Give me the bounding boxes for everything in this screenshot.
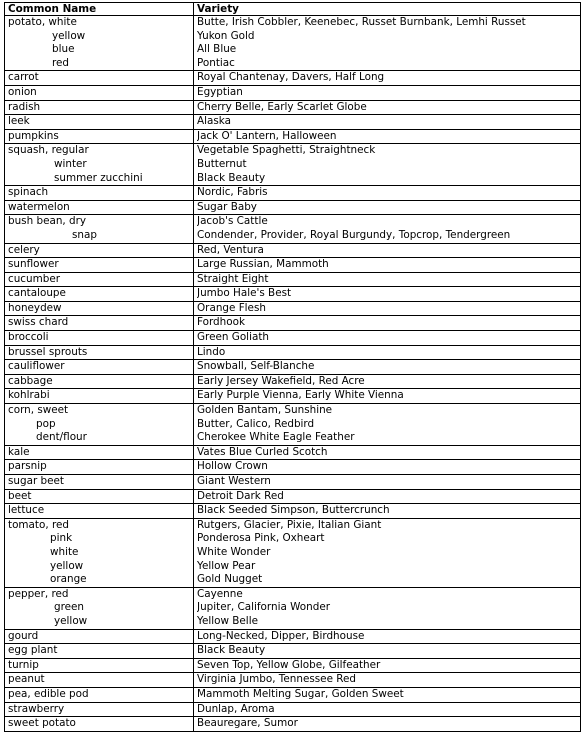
common-name: kale — [8, 445, 30, 458]
variety-cell — [194, 644, 581, 659]
variety-text: Ponderosa Pink, Oxheart — [197, 532, 325, 545]
table-row — [5, 71, 581, 86]
common-name-subtype: yellow — [50, 559, 84, 572]
common-name-subtype: red — [52, 56, 70, 69]
common-name: lettuce — [8, 504, 45, 517]
variety-cell — [194, 460, 581, 475]
variety-cell — [194, 186, 581, 201]
variety-text: Lindo — [197, 345, 226, 358]
common-name-cell — [5, 129, 194, 144]
common-name: sweet potato — [8, 717, 76, 730]
variety-cell — [194, 144, 581, 186]
variety-cell — [194, 258, 581, 273]
table-row — [5, 287, 581, 302]
common-name-cell — [5, 301, 194, 316]
header-variety: Variety — [194, 3, 581, 16]
variety-text: Yukon Gold — [197, 29, 255, 42]
variety-cell — [194, 717, 581, 732]
common-name: strawberry — [8, 702, 65, 715]
variety-cell — [194, 702, 581, 717]
common-name-subtype: green — [54, 601, 85, 614]
common-name: broccoli — [8, 331, 49, 344]
common-name: gourd — [8, 629, 39, 642]
common-name-cell — [5, 518, 194, 587]
table-row — [5, 374, 581, 389]
table-row — [5, 504, 581, 519]
table-row — [5, 115, 581, 130]
variety-text: Jupiter, California Wonder — [197, 601, 330, 614]
variety-cell — [194, 129, 581, 144]
variety-text: Fordhook — [197, 316, 245, 329]
table-row — [5, 243, 581, 258]
common-name-subtype: winter — [54, 157, 87, 170]
common-name: cauliflower — [8, 360, 65, 373]
common-name: potato, white — [8, 16, 77, 28]
variety-text: Seven Top, Yellow Globe, Gilfeather — [197, 658, 381, 671]
common-name-subtype: dent/flour — [36, 431, 87, 444]
common-name-subtype: orange — [50, 573, 87, 586]
variety-text: Virginia Jumbo, Tennessee Red — [197, 673, 357, 686]
common-name: sunflower — [8, 258, 59, 271]
common-name: pumpkins — [8, 129, 59, 142]
common-name-cell — [5, 331, 194, 346]
common-name-cell — [5, 389, 194, 404]
common-name-subtype: pop — [36, 417, 56, 430]
variety-text: Jacob's Cattle — [197, 215, 268, 228]
common-name-cell — [5, 85, 194, 100]
variety-cell — [194, 316, 581, 331]
variety-text: Green Goliath — [197, 331, 269, 344]
common-name-cell — [5, 16, 194, 71]
common-name-cell — [5, 316, 194, 331]
table-row — [5, 345, 581, 360]
variety-text: Jumbo Hale's Best — [197, 287, 292, 300]
variety-cell — [194, 475, 581, 490]
common-name-subtype: white — [50, 545, 79, 558]
common-name: corn, sweet — [8, 404, 69, 417]
common-name-cell — [5, 658, 194, 673]
table-row — [5, 100, 581, 115]
variety-cell — [194, 115, 581, 130]
table-row — [5, 460, 581, 475]
common-name: egg plant — [8, 644, 58, 657]
variety-text: Snowball, Self-Blanche — [197, 360, 315, 373]
variety-text: Cherry Belle, Early Scarlet Globe — [197, 100, 367, 113]
common-name-cell — [5, 345, 194, 360]
common-name-cell — [5, 717, 194, 732]
variety-text: Jack O' Lantern, Halloween — [197, 129, 337, 142]
variety-text: Alaska — [197, 115, 231, 128]
table-row — [5, 129, 581, 144]
variety-cell — [194, 673, 581, 688]
table-row — [5, 629, 581, 644]
table-row — [5, 717, 581, 732]
variety-text: Nordic, Fabris — [197, 186, 268, 199]
common-name-subtype: yellow — [52, 29, 86, 42]
common-name: peanut — [8, 673, 45, 686]
common-name-subtype: yellow — [54, 614, 88, 627]
common-name-cell — [5, 475, 194, 490]
table-row — [5, 360, 581, 375]
variety-text: Cayenne — [197, 587, 243, 600]
variety-text: Mammoth Melting Sugar, Golden Sweet — [197, 687, 404, 700]
variety-text: Hollow Crown — [197, 460, 268, 473]
table-row — [5, 215, 581, 243]
variety-cell — [194, 404, 581, 446]
common-name: turnip — [8, 658, 39, 671]
common-name: celery — [8, 243, 40, 256]
table-row — [5, 16, 581, 71]
variety-text: Butter, Calico, Redbird — [197, 417, 315, 430]
variety-cell — [194, 360, 581, 375]
common-name-cell — [5, 272, 194, 287]
table-row — [5, 258, 581, 273]
common-name-cell — [5, 687, 194, 702]
variety-cell — [194, 100, 581, 115]
variety-text: Dunlap, Aroma — [197, 702, 275, 715]
variety-cell — [194, 331, 581, 346]
table-row — [5, 144, 581, 186]
common-name-cell — [5, 489, 194, 504]
common-name-cell — [5, 374, 194, 389]
variety-text: Condender, Provider, Royal Burgundy, Topcrop, Tendergreen — [197, 228, 511, 241]
variety-text: Long-Necked, Dipper, Birdhouse — [197, 629, 365, 642]
variety-cell — [194, 345, 581, 360]
variety-cell — [194, 200, 581, 215]
common-name: leek — [8, 115, 30, 128]
common-name: bush bean, dry — [8, 215, 87, 228]
variety-cell — [194, 658, 581, 673]
variety-cell — [194, 504, 581, 519]
table-row — [5, 518, 581, 587]
common-name-cell — [5, 186, 194, 201]
common-name: kohlrabi — [8, 389, 50, 402]
common-name: spinach — [8, 186, 49, 199]
table-row — [5, 687, 581, 702]
common-name-cell — [5, 243, 194, 258]
common-name: cucumber — [8, 272, 60, 285]
table-row — [5, 389, 581, 404]
table-row — [5, 331, 581, 346]
variety-text: All Blue — [197, 43, 237, 56]
variety-text: Yellow Belle — [197, 614, 258, 627]
variety-cell — [194, 243, 581, 258]
common-name: sugar beet — [8, 475, 64, 487]
varieties-table — [4, 2, 581, 732]
common-name-cell — [5, 360, 194, 375]
variety-text: Vegetable Spaghetti, Straightneck — [197, 144, 376, 157]
variety-cell — [194, 16, 581, 71]
table-row — [5, 85, 581, 100]
variety-text: Early Jersey Wakefield, Red Acre — [197, 374, 365, 387]
table-row — [5, 404, 581, 446]
variety-text: Gold Nugget — [197, 573, 263, 586]
common-name: radish — [8, 100, 41, 113]
common-name: honeydew — [8, 301, 62, 314]
common-name: cabbage — [8, 374, 53, 387]
common-name-cell — [5, 644, 194, 659]
variety-cell — [194, 518, 581, 587]
variety-cell — [194, 629, 581, 644]
variety-text: Rutgers, Glacier, Pixie, Italian Giant — [197, 518, 382, 531]
variety-cell — [194, 71, 581, 86]
variety-text: Black Beauty — [197, 644, 266, 657]
variety-text: Giant Western — [197, 475, 271, 487]
common-name: onion — [8, 85, 37, 98]
table-row — [5, 658, 581, 673]
variety-text: Pontiac — [197, 56, 235, 69]
common-name: carrot — [8, 71, 39, 84]
common-name: swiss chard — [8, 316, 69, 329]
variety-text: Butternut — [197, 157, 247, 170]
common-name: watermelon — [8, 200, 70, 213]
variety-text: Orange Flesh — [197, 301, 266, 314]
variety-text: Royal Chantenay, Davers, Half Long — [197, 71, 385, 84]
variety-cell — [194, 215, 581, 243]
variety-text: Red, Ventura — [197, 243, 264, 256]
variety-text: Black Beauty — [197, 171, 266, 184]
header-row — [5, 3, 581, 16]
table-row — [5, 587, 581, 629]
variety-text: Yellow Pear — [197, 559, 256, 572]
common-name-cell — [5, 287, 194, 302]
table-row — [5, 702, 581, 717]
common-name-cell — [5, 702, 194, 717]
document — [4, 2, 581, 732]
variety-text: Butte, Irish Cobbler, Keenebec, Russet Burnbank, Lemhi Russet — [197, 16, 526, 28]
table-row — [5, 316, 581, 331]
common-name-cell — [5, 673, 194, 688]
variety-cell — [194, 85, 581, 100]
common-name-cell — [5, 258, 194, 273]
variety-cell — [194, 587, 581, 629]
common-name-cell — [5, 404, 194, 446]
common-name-cell — [5, 71, 194, 86]
variety-text: Detroit Dark Red — [197, 489, 284, 502]
variety-cell — [194, 301, 581, 316]
common-name: beet — [8, 489, 32, 502]
table-row — [5, 673, 581, 688]
common-name-cell — [5, 504, 194, 519]
common-name-subtype: summer zucchini — [54, 171, 143, 184]
variety-text: Straight Eight — [197, 272, 269, 285]
variety-text: Sugar Baby — [197, 200, 257, 213]
variety-cell — [194, 687, 581, 702]
table-row — [5, 644, 581, 659]
table-row — [5, 489, 581, 504]
common-name-cell — [5, 587, 194, 629]
variety-text: Beauregare, Sumor — [197, 717, 298, 730]
variety-text: Large Russian, Mammoth — [197, 258, 329, 271]
table-row — [5, 272, 581, 287]
common-name-cell — [5, 115, 194, 130]
variety-text: Egyptian — [197, 85, 243, 98]
table-row — [5, 475, 581, 490]
variety-text: Cherokee White Eagle Feather — [197, 431, 355, 444]
variety-cell — [194, 374, 581, 389]
common-name-cell — [5, 144, 194, 186]
common-name-subtype: pink — [50, 532, 73, 545]
common-name-cell — [5, 200, 194, 215]
common-name-subtype: snap — [72, 228, 97, 241]
table-body — [5, 16, 581, 732]
variety-text: White Wonder — [197, 545, 271, 558]
common-name: pea, edible pod — [8, 687, 89, 700]
variety-cell — [194, 287, 581, 302]
table-row — [5, 445, 581, 460]
variety-cell — [194, 489, 581, 504]
table-row — [5, 301, 581, 316]
variety-text: Golden Bantam, Sunshine — [197, 404, 333, 417]
common-name-cell — [5, 215, 194, 243]
common-name-cell — [5, 629, 194, 644]
variety-cell — [194, 445, 581, 460]
common-name-cell — [5, 445, 194, 460]
table-row — [5, 200, 581, 215]
common-name: cantaloupe — [8, 287, 66, 300]
common-name-subtype: blue — [52, 43, 75, 56]
variety-text: Black Seeded Simpson, Buttercrunch — [197, 504, 390, 517]
common-name: brussel sprouts — [8, 345, 88, 358]
variety-cell — [194, 389, 581, 404]
variety-text: Vates Blue Curled Scotch — [197, 445, 328, 458]
common-name: tomato, red — [8, 518, 69, 531]
common-name: squash, regular — [8, 144, 89, 157]
common-name-cell — [5, 460, 194, 475]
common-name: parsnip — [8, 460, 47, 473]
table-row — [5, 186, 581, 201]
header-common-name: Common Name — [5, 3, 194, 16]
variety-cell — [194, 272, 581, 287]
common-name: pepper, red — [8, 587, 69, 600]
variety-text: Early Purple Vienna, Early White Vienna — [197, 389, 404, 402]
common-name-cell — [5, 100, 194, 115]
